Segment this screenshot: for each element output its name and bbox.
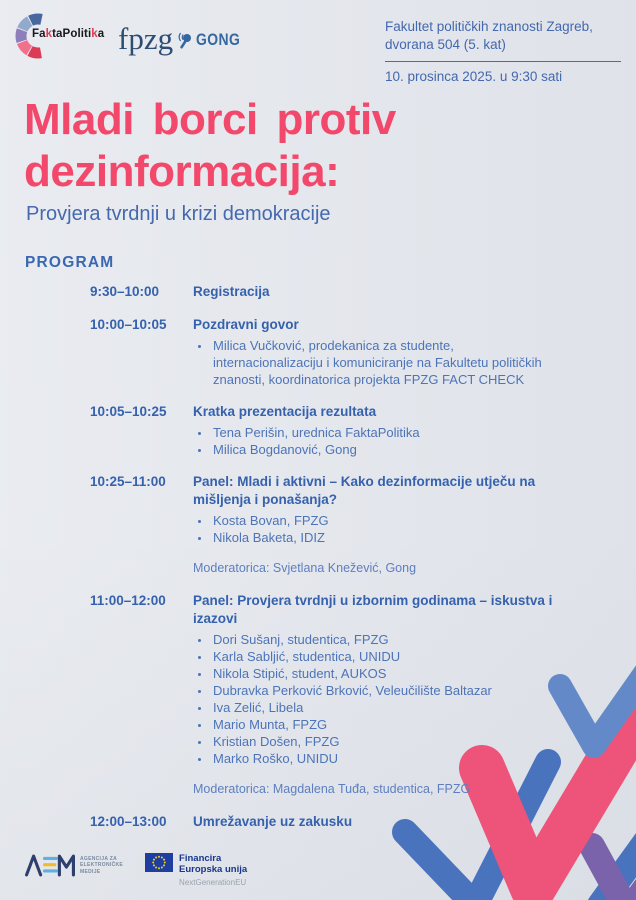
speaker-item: • Nikola Baketa, IDIZ bbox=[211, 529, 558, 546]
aem-caption-line: MEDIJE bbox=[80, 868, 101, 875]
row-bullets bbox=[193, 631, 558, 767]
row-bullets bbox=[193, 337, 558, 388]
venue-block bbox=[385, 18, 621, 86]
logo-text: Fa bbox=[32, 28, 46, 40]
logo-text: taPoliti bbox=[52, 28, 92, 40]
speaker-item: • Karla Sabljić, studentica, UNIDU bbox=[211, 648, 558, 665]
aem-caption-line: ELEKTRONIČKE bbox=[80, 862, 124, 869]
fpzg-logo: fpzg bbox=[118, 21, 174, 56]
speaker-item: • Tena Perišin, urednica FaktaPolitika bbox=[211, 424, 558, 441]
eu-caption bbox=[179, 853, 247, 888]
eu-caption-line3: NextGenerationEU bbox=[179, 878, 247, 887]
venue-line1: Fakultet političkih znanosti Zagreb, bbox=[385, 19, 593, 34]
program-row bbox=[90, 283, 558, 301]
aem-caption bbox=[80, 856, 123, 876]
gong-wordmark: GONG bbox=[196, 30, 241, 49]
row-body bbox=[193, 813, 558, 831]
page-subtitle: Provjera tvrdnji u krizi demokracije bbox=[26, 203, 331, 225]
row-moderator: Moderatorica: Magdalena Tuđa, studentica, FPZG bbox=[193, 782, 471, 796]
speaker-item: • Milica Vučković, prodekanica za studente, internacionalizaciju i komuniciranje na Fakultetu političkih znanosti, koordinatorica projekta FPZG FACT CHECK bbox=[211, 337, 558, 388]
row-body bbox=[193, 473, 558, 577]
venue-divider bbox=[385, 61, 621, 62]
title-line2: dezinformacija: bbox=[24, 147, 340, 196]
speaker-item: • Nikola Stipić, student, AUKOS bbox=[211, 665, 558, 682]
speaker-item: • Mario Munta, FPZG bbox=[211, 716, 558, 733]
row-title: Kratka prezentacija rezultata bbox=[193, 404, 377, 419]
aem-caption-line: AGENCIJA ZA bbox=[80, 855, 118, 862]
eu-caption-line1: Financira bbox=[179, 853, 222, 864]
program-row bbox=[90, 316, 558, 388]
program-row bbox=[90, 473, 558, 577]
row-time: 9:30–10:00 bbox=[90, 284, 160, 299]
row-title: Panel: Provjera tvrdnji u izbornim godinama – iskustva i izazovi bbox=[193, 593, 553, 626]
speaker-item: • Iva Zelić, Libela bbox=[211, 699, 558, 716]
venue-line2: dvorana 504 (5. kat) bbox=[385, 37, 506, 52]
eu-funding-logo bbox=[145, 853, 247, 888]
speaker-item: • Kosta Bovan, FPZG bbox=[211, 512, 558, 529]
row-bullets bbox=[193, 424, 558, 458]
program-heading: PROGRAM bbox=[25, 254, 115, 271]
row-bullets bbox=[193, 512, 558, 546]
speaker-item: • Dori Sušanj, studentica, FPZG bbox=[211, 631, 558, 648]
row-title: Registracija bbox=[193, 284, 270, 299]
row-body bbox=[193, 592, 558, 798]
aem-logo bbox=[25, 853, 123, 878]
row-title: Umrežavanje uz zakusku bbox=[193, 814, 353, 829]
row-body bbox=[193, 283, 558, 301]
speaker-item: • Milica Bogdanović, Gong bbox=[211, 441, 558, 458]
eu-flag-icon bbox=[145, 853, 173, 872]
row-time: 10:25–11:00 bbox=[90, 474, 166, 489]
footer bbox=[25, 853, 247, 888]
row-time: 10:05–10:25 bbox=[90, 404, 167, 419]
speaker-item: • Kristian Došen, FPZG bbox=[211, 733, 558, 750]
faktapolitika-logo bbox=[32, 28, 104, 40]
row-time: 10:00–10:05 bbox=[90, 317, 167, 332]
logo-text: k bbox=[45, 28, 53, 40]
logo-text: k bbox=[91, 28, 98, 40]
row-title: Pozdravni govor bbox=[193, 317, 299, 332]
row-time: 12:00–13:00 bbox=[90, 814, 167, 829]
page-title bbox=[24, 94, 396, 198]
aem-mark-icon bbox=[25, 853, 75, 878]
eu-caption-line2: Europska unija bbox=[179, 864, 248, 875]
row-time: 11:00–12:00 bbox=[90, 593, 166, 608]
row-body bbox=[193, 403, 558, 458]
row-body bbox=[193, 316, 558, 388]
program-row bbox=[90, 403, 558, 458]
row-title: Panel: Mladi i aktivni – Kako dezinformacije utječu na mišljenja i ponašanja? bbox=[193, 474, 536, 507]
gong-logo bbox=[176, 29, 250, 51]
gong-mallet-icon bbox=[176, 29, 194, 51]
speaker-item: • Marko Roško, UNIDU bbox=[211, 750, 558, 767]
program-row bbox=[90, 592, 558, 798]
program-rows bbox=[90, 283, 558, 846]
speaker-item: • Dubravka Perković Brković, Veleučilište Baltazar bbox=[211, 682, 558, 699]
event-datetime: 10. prosinca 2025. u 9:30 sati bbox=[385, 69, 563, 84]
title-line1: Mladi borci protiv bbox=[24, 95, 396, 144]
logo-text: a bbox=[97, 28, 105, 40]
row-moderator: Moderatorica: Svjetlana Knežević, Gong bbox=[193, 561, 417, 575]
program-row bbox=[90, 813, 558, 831]
